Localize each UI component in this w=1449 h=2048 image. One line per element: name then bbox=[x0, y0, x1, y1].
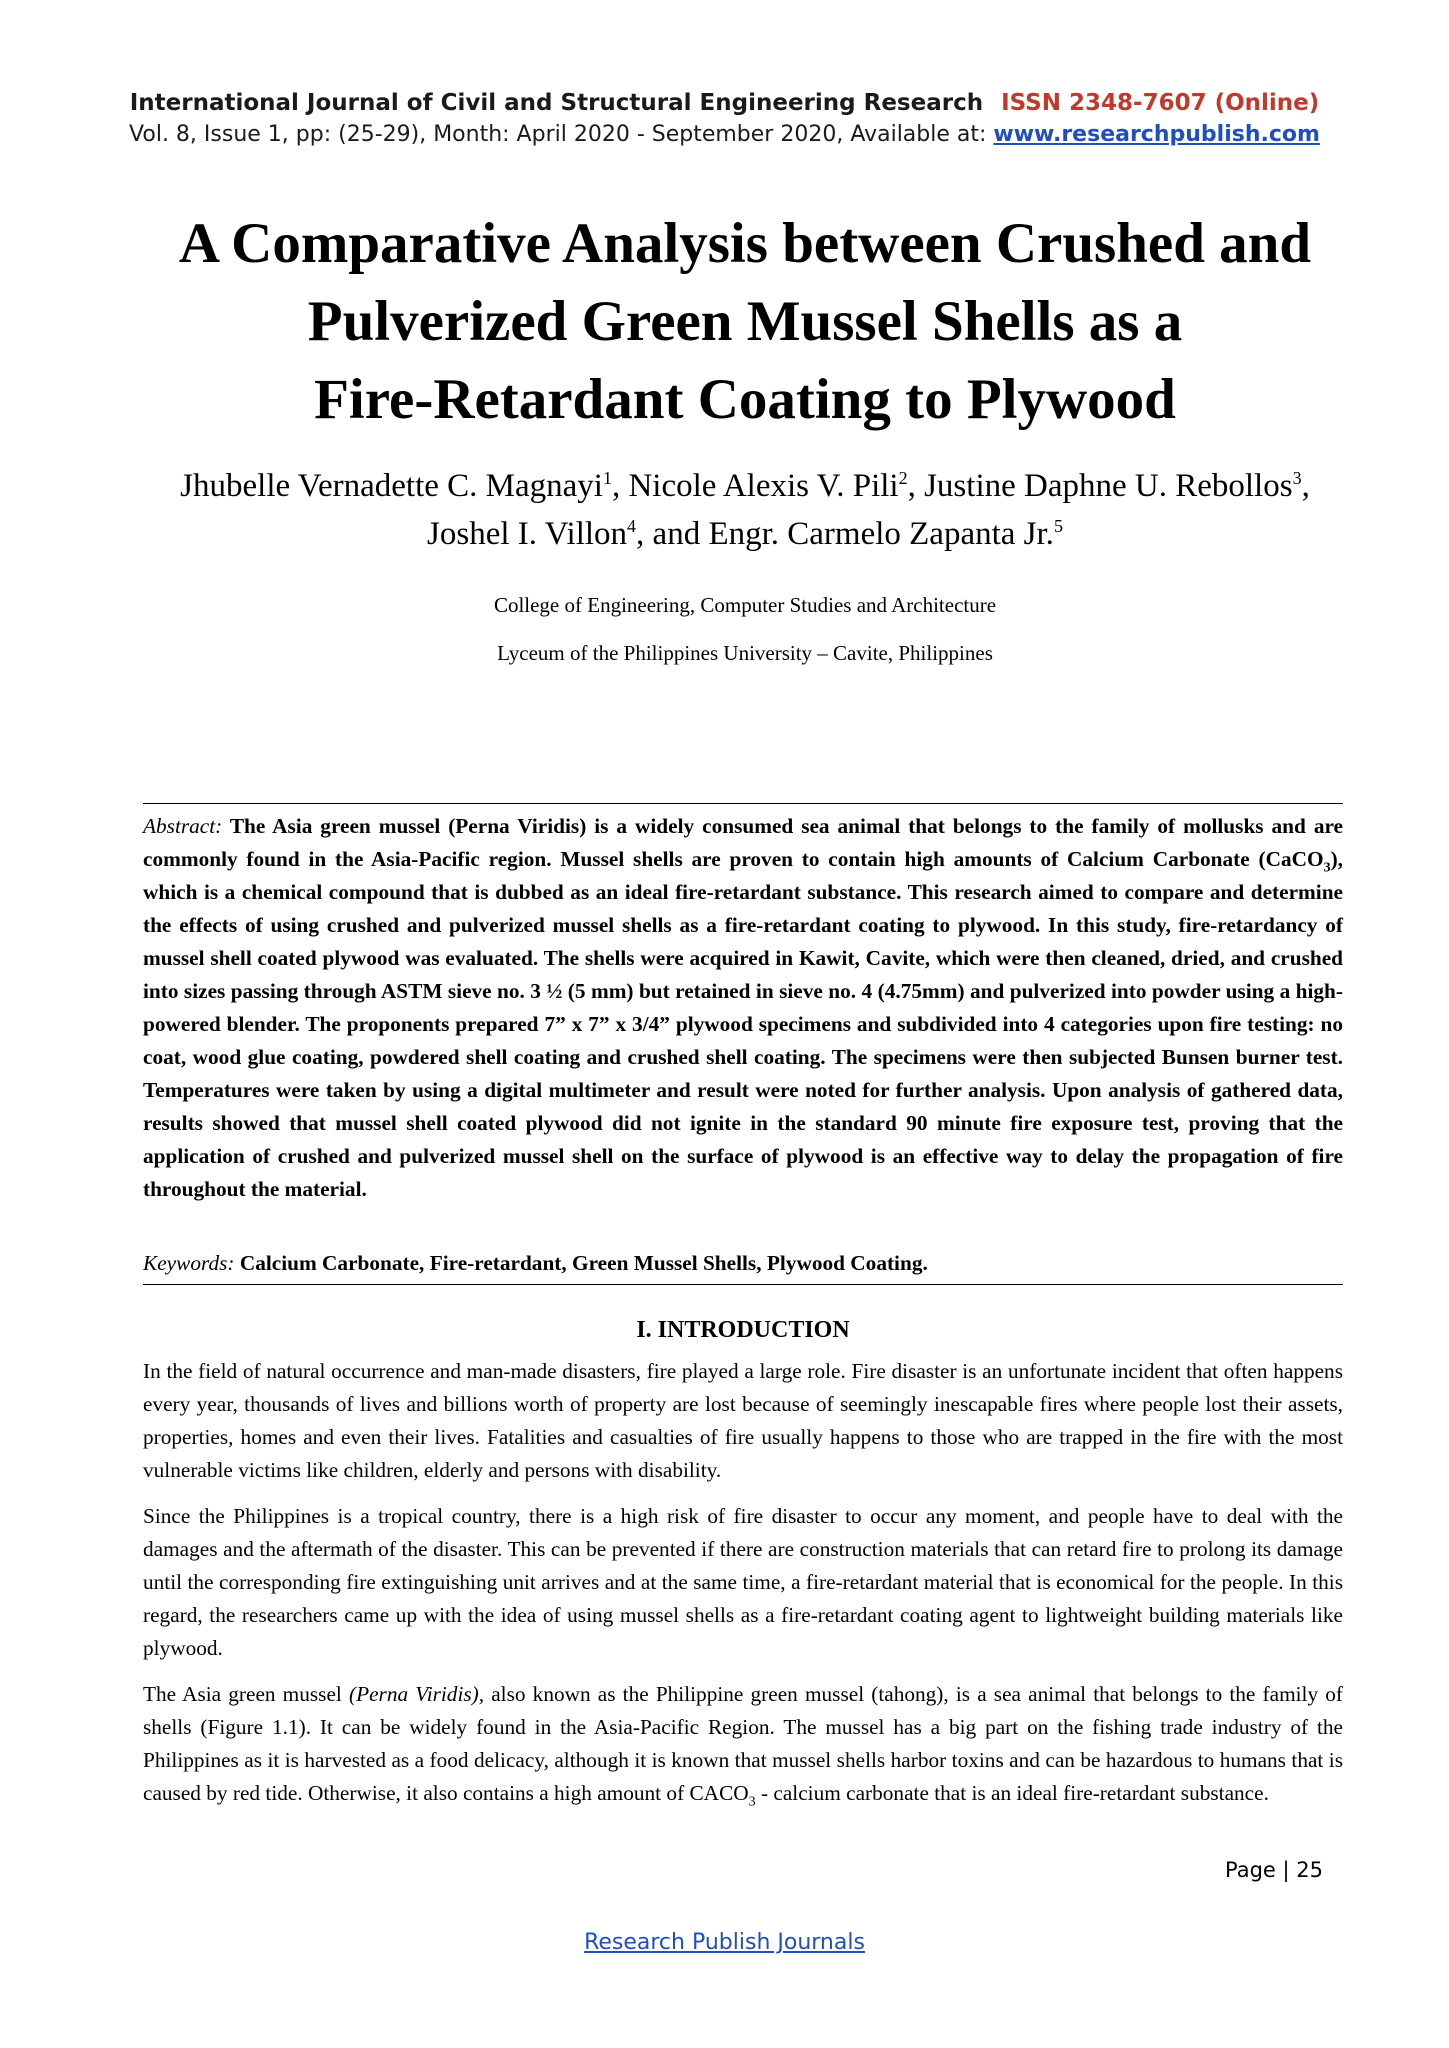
section-heading-introduction: I. INTRODUCTION bbox=[636, 1317, 850, 1343]
journal-website-link[interactable]: www.researchpublish.com bbox=[993, 122, 1320, 147]
intro-p3-text-a: The Asia green mussel bbox=[143, 1682, 349, 1706]
affiliation-college: College of Engineering, Computer Studies and Architecture bbox=[493, 593, 997, 617]
issue-info: Vol. 8, Issue 1, pp: (25-29), Month: April 2020 - September 2020, Available at: bbox=[129, 122, 994, 147]
author-3-affil: 3 bbox=[1292, 468, 1302, 488]
journal-title-line bbox=[0, 90, 1449, 116]
title-line-2: Pulverized Green Mussel Shells as a bbox=[307, 290, 1183, 353]
intro-paragraph-2: Since the Philippines is a tropical country, there is a high risk of fire disaster to occur any moment, and people have to deal with the damages and the aftermath of the disaster. This can be prevented if there are construction materials that can retard fire to prolong its damage until the corresponding fire extinguishing unit arrives and at the same time, a fire-retardant material that is economical for the people. In this regard, the researchers came up with the idea of using mussel shells as a fire-retardant coating agent to lightweight building materials like plywood. bbox=[143, 1504, 1343, 1660]
author-1: Jhubelle Vernadette C. Magnayi bbox=[180, 468, 603, 504]
paper-title bbox=[100, 205, 1390, 439]
author-4: Joshel I. Villon bbox=[427, 516, 628, 552]
title-line-3: Fire-Retardant Coating to Plywood bbox=[314, 368, 1176, 431]
author-3: , Justine Daphne U. Rebollos bbox=[907, 468, 1293, 504]
introduction-body bbox=[143, 1355, 1343, 1823]
abstract-block bbox=[143, 810, 1343, 1206]
issn: ISSN 2348-7607 (Online) bbox=[1001, 90, 1320, 116]
intro-paragraph-1: In the field of natural occurrence and man-made disasters, fire played a large role. Fire disaster is an unfortunate incident that often happens every year, thousands of lives and billions worth of property are lost because of seemingly inescapable fires where people lost their assets, properties, homes and even their lives. Fatalities and casualties of fire usually happens to those who are trapped in the fire with the most vulnerable victims like children, elderly and persons with disability. bbox=[143, 1359, 1343, 1482]
author-5: , and Engr. Carmelo Zapanta Jr. bbox=[636, 516, 1054, 552]
intro-p3-species: (Perna Viridis), bbox=[348, 1682, 485, 1706]
abstract-text-1: The Asia green mussel (Perna Viridis) is a widely consumed sea animal that belongs to the family of mollusks and are commonly found in the Asia-Pacific region. Mussel shells are proven to contain high amounts of Calcium Carbonate (CaCO bbox=[143, 814, 1343, 871]
author-4-affil: 4 bbox=[627, 516, 637, 536]
abstract-label: Abstract: bbox=[143, 814, 223, 838]
footer bbox=[0, 1930, 1449, 1955]
author-line-1 bbox=[100, 462, 1390, 510]
title-line-1: A Comparative Analysis between Crushed and bbox=[178, 212, 1312, 275]
intro-paragraph-3 bbox=[143, 1678, 1343, 1810]
intro-p3-subscript: 3 bbox=[748, 1794, 756, 1810]
author-line-2 bbox=[100, 510, 1390, 558]
publisher-link[interactable]: Research Publish Journals bbox=[584, 1930, 865, 1955]
journal-name: International Journal of Civil and Structural Engineering Research bbox=[129, 90, 984, 116]
abstract-subscript: 3 bbox=[1323, 860, 1331, 876]
author-list bbox=[100, 462, 1390, 558]
intro-p3-text-c: - calcium carbonate that is an ideal fire-retardant substance. bbox=[755, 1781, 1269, 1805]
intro-p3-text-b: also known as the Philippine green mussel (tahong), is a sea animal that belongs to the family of shells (Figure 1.1). It can be widely found in the Asia-Pacific Region. The mussel has a big part on the fishing trade industry of the Philippines as it is harvested as a food delicacy, although it is known that mussel shells harbor toxins and can be hazardous to humans that is caused by red tide. Otherwise, it also contains a high amount of CACO bbox=[143, 1682, 1343, 1805]
author-5-affil: 5 bbox=[1053, 516, 1063, 536]
author-2-affil: 2 bbox=[898, 468, 908, 488]
page-number: Page | 25 bbox=[1225, 1858, 1323, 1882]
abstract-bottom-rule bbox=[143, 1284, 1343, 1285]
author-separator: , bbox=[1301, 468, 1310, 504]
abstract-top-rule bbox=[143, 803, 1343, 804]
affiliation-university: Lyceum of the Philippines University – Cavite, Philippines bbox=[497, 641, 993, 665]
keywords-block bbox=[143, 1251, 1343, 1276]
abstract-text-2: ), which is a chemical compound that is dubbed as an ideal fire-retardant substance. This research aimed to compare and determine the effects of using crushed and pulverized mussel shells as a fire-retardant coating to plywood. In this study, fire-retardancy of mussel shell coated plywood was evaluated. The shells were acquired in Kawit, Cavite, which were then cleaned, dried, and crushed into sizes passing through ASTM sieve no. 3 ½ (5 mm) but retained in sieve no. 4 (4.75mm) and pulverized into powder using a high-powered blender. The proponents prepared 7” x 7” x 3/4” plywood specimens and subdivided into 4 categories upon fire testing: no coat, wood glue coating, powdered shell coating and crushed shell coating. The specimens were then subjected Bunsen burner test. Temperatures were taken by using a digital multimeter and result were noted for further analysis. Upon analysis of gathered data, results showed that mussel shell coated plywood did not ignite in the standard 90 minute fire exposure test, proving that the application of crushed and pulverized mussel shell on the surface of plywood is an effective way to delay the propagation of fire throughout the material. bbox=[143, 847, 1343, 1201]
author-1-affil: 1 bbox=[602, 468, 612, 488]
issue-info-line bbox=[0, 122, 1449, 147]
author-2: , Nicole Alexis V. Pili bbox=[611, 468, 899, 504]
journal-header bbox=[0, 90, 1449, 147]
keywords-label: Keywords: bbox=[143, 1251, 235, 1275]
keywords-text: Calcium Carbonate, Fire-retardant, Green Mussel Shells, Plywood Coating. bbox=[234, 1251, 928, 1275]
